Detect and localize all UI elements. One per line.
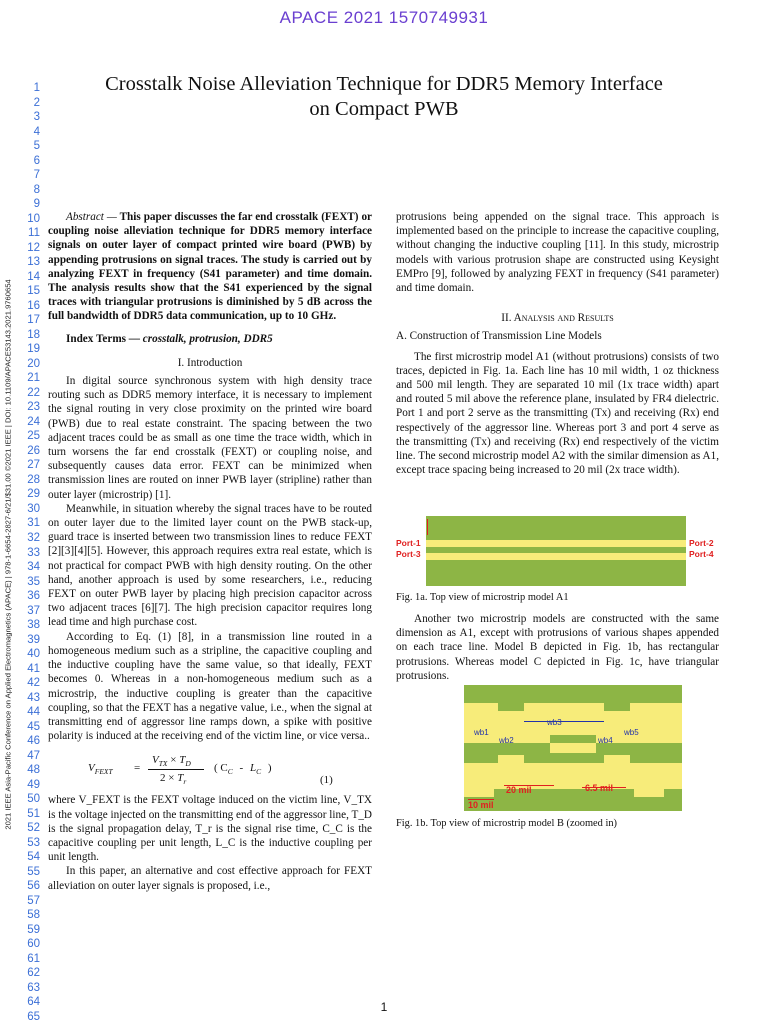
paper-title <box>40 72 728 122</box>
upper-notch-2 <box>604 703 630 711</box>
line-number: 25 <box>27 430 40 443</box>
port-3-label: Port-3 <box>396 549 421 559</box>
eq-lc: L <box>249 762 257 775</box>
line-number: 59 <box>27 923 40 936</box>
eq-fraction-bar <box>148 769 204 770</box>
eq-close-paren: ) <box>267 762 272 775</box>
line-number: 42 <box>27 677 40 690</box>
lower-protrusion-left <box>464 783 494 797</box>
eq-denominator <box>160 771 186 789</box>
line-number: 44 <box>27 706 40 719</box>
port-marker <box>427 519 428 535</box>
eq-den-times: × <box>168 772 175 785</box>
line-number: 61 <box>27 952 40 965</box>
line-number: 60 <box>27 938 40 951</box>
label-wb5: wb5 <box>624 728 639 737</box>
fig-1b-caption: Fig. 1b. Top view of microstrip model B (zoomed in) <box>396 818 618 829</box>
line-number: 27 <box>27 459 40 472</box>
line-number: 10 <box>27 212 40 225</box>
intro-paragraph-1: In digital source synchronous system with high density trace routing such as DDR5 memory interface, it is necessary to implement the signal routing in very close proximity on the printed wire board (PWB) due to real estate constraint. The spacing between the two adjacent traces could be as small as one time the trace width, which in turn worsens the far end crosstalk (FEXT) or coupling noise, and subsequently causes data error. FEXT can be minimized when transmission lines are routed on inner PWB layer (stripline) rather than outer layer (microstrip) [1]. <box>48 375 372 501</box>
line-number: 36 <box>27 590 40 603</box>
eq-vtx-sub: TX <box>158 759 168 769</box>
line-number: 3 <box>33 111 40 124</box>
eq-num-times: × <box>170 754 177 767</box>
intro-paragraph-5: In this paper, an alternative and cost effective approach for FEXT alleviation on outer layer signals is proposed, i.e., <box>48 865 372 892</box>
upper-protrusion-center <box>550 743 596 753</box>
line-number: 55 <box>27 865 40 878</box>
intro-continuation: protrusions being appended on the signal trace. This approach is implemented based on the principle to increase the capacitive coupling, without changing the inductive coupling [11]. In this study, microstrip models with various protrusion shape are constructed using Keysight EMPro [9], followed by analyzing FEXT in frequency (S41 parameter) and time domain. <box>396 211 719 295</box>
line-number: 48 <box>27 764 40 777</box>
line-number: 11 <box>28 227 40 240</box>
line-number: 29 <box>27 488 40 501</box>
aggressor-trace <box>426 540 686 547</box>
section-1-title: I. Introduction <box>177 356 243 369</box>
label-wb3: wb3 <box>547 718 562 727</box>
right-column-lower <box>396 612 719 683</box>
line-number: 21 <box>27 372 40 385</box>
line-number: 9 <box>33 198 40 211</box>
line-number: 32 <box>27 531 40 544</box>
abstract-label: Abstract — <box>66 211 117 223</box>
page-number: 1 <box>380 1000 388 1014</box>
line-number: 20 <box>27 357 40 370</box>
line-number: 28 <box>27 473 40 486</box>
index-terms-body: crosstalk, protrusion, DDR5 <box>139 332 273 345</box>
line-number: 53 <box>27 836 40 849</box>
line-number: 31 <box>27 517 40 530</box>
line-number: 62 <box>27 967 40 980</box>
line-number: 35 <box>27 575 40 588</box>
eq-td-sub: D <box>185 759 191 769</box>
index-terms <box>48 332 372 346</box>
upper-gap-notch <box>550 735 596 743</box>
line-number: 65 <box>27 1011 40 1023</box>
line-number: 30 <box>27 502 40 515</box>
label-wb2: wb2 <box>499 736 514 745</box>
figure-1b <box>464 685 682 811</box>
lower-protrusion-2 <box>604 755 630 763</box>
line-number: 56 <box>27 880 40 893</box>
abstract-body: This paper discusses the far end crosstalk (FEXT) or coupling noise alleviation technique for DDR5 memory interface signals on outer layer of compact printed wire board (PWB) by appending protrusions on signal traces. The study is carried out by analyzing FEXT in frequency (S41 parameter) and time domain. The analysis results show that the S41 experienced by the signal traces with triangular protrusions is diminished by 5 dB across the full bandwidth of DDR5 data communication, up to 10 GHz. <box>48 211 373 323</box>
line-number: 34 <box>27 561 40 574</box>
line-number: 58 <box>27 909 40 922</box>
line-number: 39 <box>27 633 40 646</box>
line-number: 16 <box>27 299 40 312</box>
line-number: 40 <box>27 648 40 661</box>
title-line-1: Crosstalk Noise Alleviation Technique for DDR5 Memory Interface <box>105 73 663 95</box>
eq-lhs-symbol: V <box>88 762 95 775</box>
eq-lhs <box>88 761 113 779</box>
line-number: 12 <box>27 241 40 254</box>
upper-notch-1 <box>498 703 524 711</box>
line-number: 26 <box>27 444 40 457</box>
line-number: 1 <box>33 82 40 94</box>
line-number: 49 <box>27 778 40 791</box>
line-number: 15 <box>27 285 40 298</box>
line-number: 8 <box>33 183 40 196</box>
line-number: 19 <box>27 343 40 356</box>
line-number: 33 <box>27 546 40 559</box>
label-wb4: wb4 <box>598 736 613 745</box>
eq-coupling <box>214 761 272 779</box>
line-number: 54 <box>27 851 40 864</box>
line-number: 50 <box>27 793 40 806</box>
line-number: 43 <box>27 691 40 704</box>
lower-protrusion-right <box>634 783 664 797</box>
intro-paragraph-2: Meanwhile, in situation whereby the signal traces have to be routed on outer layer due to the limited layer count on the PWB stack-up, guard trace is inserted between two transmission lines to reduce FEXT [2][3][4][5]. However, this approach requires extra real estate, which is not practical for compact PWB with high density routing. On the other hand, another approach is used by some researchers, i.e., reducing FEXT on outer PWB layer by placing high precision capacitor across two adjacent traces [6][7]. The high precision capacitor requires long lead time and high purchase cost. <box>48 502 372 629</box>
line-number: 24 <box>27 415 40 428</box>
abstract <box>48 210 372 324</box>
label-6-5-mil: 6.5 mil <box>585 783 614 793</box>
eq-td: T <box>179 754 186 767</box>
label-wb1: wb1 <box>474 728 489 737</box>
port-1-label: Port-1 <box>396 538 421 548</box>
line-number: 7 <box>33 169 40 182</box>
line-number: 2 <box>33 96 40 109</box>
line-number: 18 <box>27 328 40 341</box>
doi-sidebar: 2021 IEEE Asia-Pacific Conference on Applied Electromagnetics (APACE) | 978-1-6654-2827-6/21/$31.00 ©2021 IEEE | DOI: 10.1109/APACE53143.2021.9760654 <box>3 279 13 830</box>
line-number: 17 <box>27 314 40 327</box>
eq-equals: = <box>134 762 141 775</box>
eq-vtx: V <box>152 754 159 767</box>
victim-trace <box>426 553 686 560</box>
equation-explanation: where V_FEXT is the FEXT voltage induced on the victim line, V_TX is the voltage injected on the transmitting end of the aggressor line, T_D is the signal propagation delay, T_r is the signal rise time, C_C is the capacitive coupling per unit length, L_C is the inductive coupling per unit length. <box>48 794 372 864</box>
eq-tr: T <box>177 772 184 785</box>
models-paragraph-2: Another two microstrip models are constructed with the same dimension as A1, except with protrusions of various shapes appended on each trace line. Model B depicted in Fig. 1b, has rectangular protrusions. Whereas model C depicted in Fig. 1c, have triangular protrusions. <box>396 613 719 682</box>
line-number: 63 <box>27 981 40 994</box>
title-line-2: on Compact PWB <box>309 98 459 120</box>
line-number: 5 <box>33 140 40 153</box>
intro-paragraph-3: According to Eq. (1) [8], in a transmission line routed in a homogeneous medium such as a stripline, the capacitive coupling and the inductive coupling have the same value, so that ideally, FEXT becomes 0. Whereas in a non-homogeneous medium such as a microstrip, the inductive coupling is greater than the capacitive coupling, so that the FEXT has a negative value, i.e., when the signal at transmitting end of aggressor line ramps down, a spike with positive polarity is induced at the receiving end of the victim line, or vice versa.. <box>48 630 372 743</box>
eq-minus: - <box>239 762 244 775</box>
line-number: 38 <box>27 619 40 632</box>
line-number: 57 <box>27 894 40 907</box>
line-number: 47 <box>27 749 40 762</box>
eq-den-2: 2 <box>160 772 166 785</box>
eq-tr-sub: r <box>183 777 187 787</box>
equation-1 <box>48 747 372 789</box>
line-number: 41 <box>27 662 40 675</box>
figure-1a <box>426 516 686 586</box>
index-terms-label: Index Terms — <box>66 332 140 345</box>
section-2-title: II. Analysis and Results <box>501 312 614 325</box>
lower-protrusion-1 <box>498 755 524 763</box>
line-number: 64 <box>27 996 40 1009</box>
line-number: 46 <box>27 735 40 748</box>
eq-cc-sub: C <box>227 767 233 777</box>
port-2-label: Port-2 <box>689 538 714 548</box>
line-number: 51 <box>27 807 40 820</box>
line-number: 52 <box>27 822 40 835</box>
line-number: 14 <box>27 270 40 283</box>
wb3-dim-line <box>524 721 604 722</box>
port-4-label: Port-4 <box>689 549 714 559</box>
line-number: 45 <box>27 720 40 733</box>
line-number: 4 <box>33 125 40 138</box>
models-paragraph-1: The first microstrip model A1 (without protrusions) consists of two traces, depicted in Fig. 1a. Each line has 10 mil width, 1 oz thickness and 500 mil length. They are separated 10 mil (1x trace width) apart and routed 5 mil above the reference plane, insulated by FR4 dielectric. Port 1 and port 2 serve as the transmitting (Tx) and receiving (Rx) end respectively of the aggressor line. Whereas port 3 and port 4 serve as the transmitting (Tx) and receiving (Rx) end respectively of the victim line. The second microstrip model A2 with the similar dimension as A1, except trace spacing being increased to 20 mil (2x trace width). <box>396 350 719 477</box>
conference-header: APACE 2021 1570749931 <box>279 8 489 27</box>
line-number: 37 <box>27 604 40 617</box>
eq-lhs-sub: FEXT <box>94 767 113 777</box>
label-10-mil: 10 mil <box>468 800 494 810</box>
left-column <box>48 210 372 893</box>
fig-1a-caption: Fig. 1a. Top view of microstrip model A1 <box>396 592 569 603</box>
eq-lc-sub: C <box>256 767 262 777</box>
line-number: 13 <box>27 256 40 269</box>
line-number: 6 <box>33 154 40 167</box>
label-20-mil: 20 mil <box>506 785 532 795</box>
right-column <box>396 210 719 477</box>
subsection-a-title: A. Construction of Transmission Line Models <box>396 330 602 343</box>
equation-number: (1) <box>320 774 333 787</box>
line-number: 23 <box>27 401 40 414</box>
line-number: 22 <box>27 386 40 399</box>
eq-open-cc: ( C <box>214 762 228 775</box>
